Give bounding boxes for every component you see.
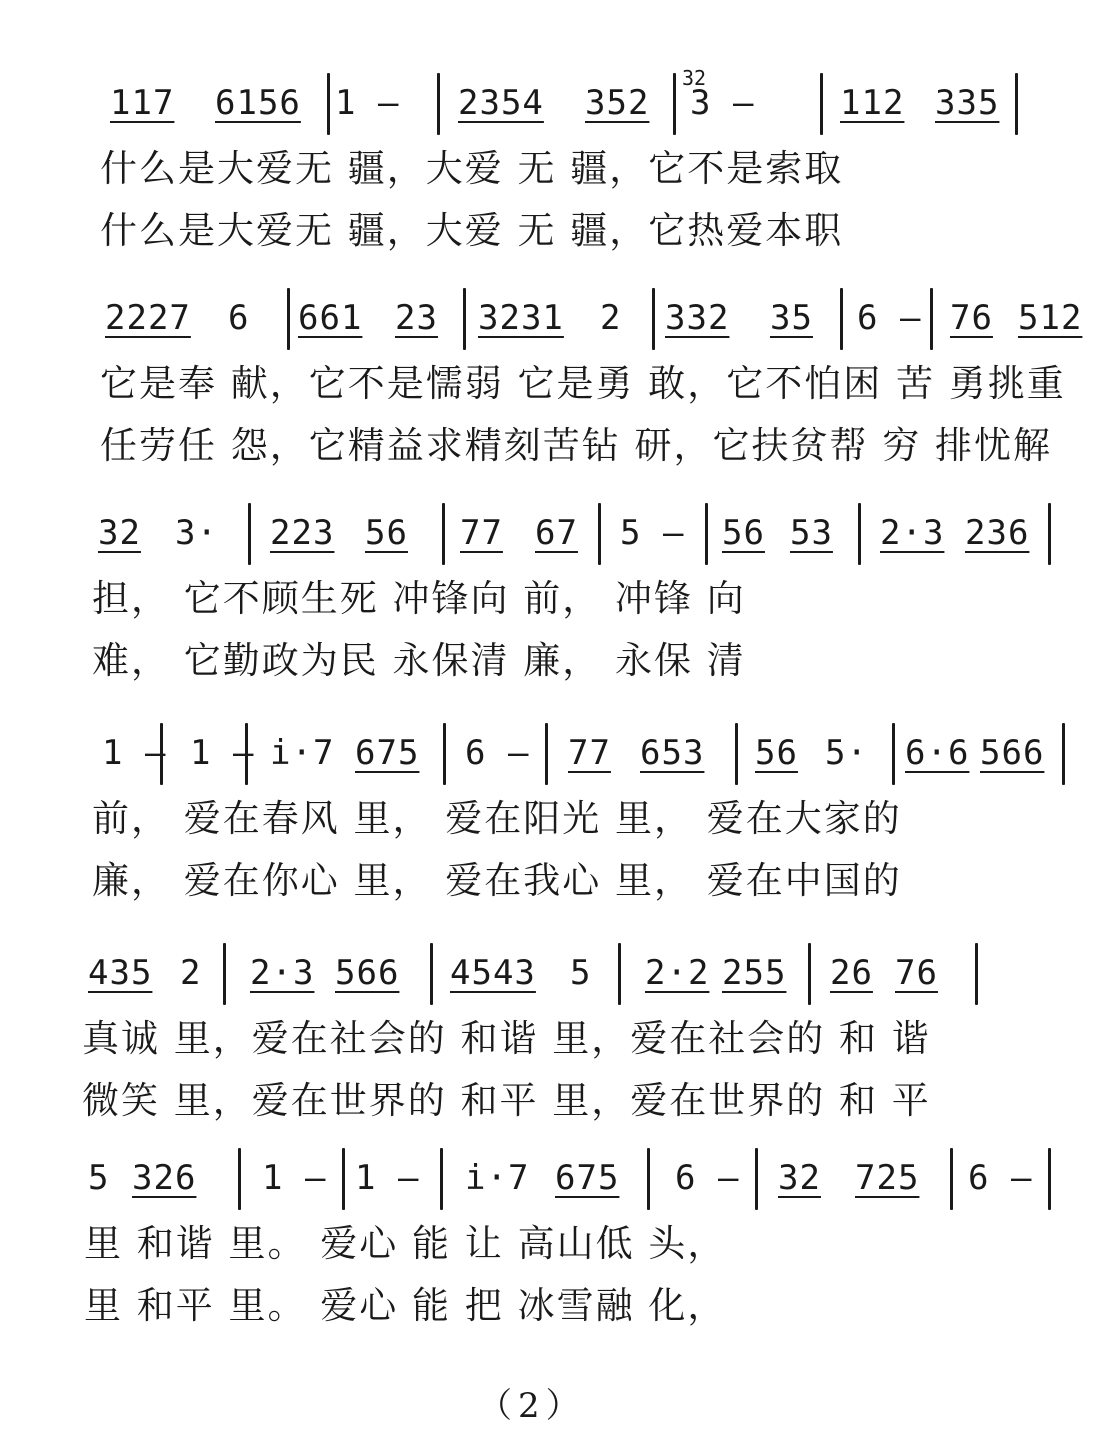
- note-group: i·7: [270, 733, 335, 773]
- score-system: [0, 290, 1119, 490]
- note-group: 2: [600, 298, 622, 338]
- note-group: 332: [665, 298, 730, 338]
- bar-line: [618, 943, 621, 1005]
- score-system: [0, 505, 1119, 705]
- bar-line: [545, 723, 548, 785]
- lyric-verse-2: 什么是大爱无 疆，大爱 无 疆，它热爱本职: [100, 209, 844, 252]
- bar-line: [673, 73, 676, 135]
- bar-line: [892, 723, 895, 785]
- bar-line: [440, 1148, 443, 1210]
- lyric-verse-1: 真诚 里，爱在社会的 和谐 里，爱在社会的 和 谐: [82, 1017, 931, 1060]
- page-number: （2）: [478, 1386, 586, 1426]
- note-group: 6: [228, 298, 250, 338]
- note-group: 653: [640, 733, 705, 773]
- lyric-verse-1: 担， 它不顾生死 冲锋向 前， 冲锋 向: [92, 577, 746, 620]
- note-group: 77: [460, 513, 503, 553]
- note-group: 56: [365, 513, 408, 553]
- bar-line: [950, 1148, 953, 1210]
- note-group: 3 —: [690, 83, 755, 123]
- bar-line: [443, 723, 446, 785]
- note-group: 566: [335, 953, 400, 993]
- note-group: 2·2: [645, 953, 710, 993]
- note-group: 117: [110, 83, 175, 123]
- lyric-verse-1: 里 和谐 里。 爱心 能 让 高山低 头，: [84, 1222, 727, 1265]
- bar-line: [808, 943, 811, 1005]
- note-group: 1 —: [262, 1158, 327, 1198]
- note-group: i·7: [465, 1158, 530, 1198]
- bar-line: [930, 288, 933, 350]
- note-group: 725: [855, 1158, 920, 1198]
- note-group: 512: [1018, 298, 1083, 338]
- bar-line: [598, 503, 601, 565]
- bar-line: [735, 723, 738, 785]
- note-group: 32: [98, 513, 141, 553]
- note-group: 35: [770, 298, 813, 338]
- note-group: 661: [298, 298, 363, 338]
- lyric-verse-1: 什么是大爱无 疆，大爱 无 疆，它不是索取: [100, 147, 844, 190]
- note-group: 5 —: [620, 513, 685, 553]
- note-group: 3231: [478, 298, 564, 338]
- note-group: 5·: [825, 733, 868, 773]
- bar-line: [1048, 503, 1051, 565]
- note-group: 2·3: [880, 513, 945, 553]
- note-group: 675: [555, 1158, 620, 1198]
- note-group: 2·3: [250, 953, 315, 993]
- note-group: 236: [965, 513, 1030, 553]
- note-group: 3·: [175, 513, 218, 553]
- bar-line: [705, 503, 708, 565]
- bar-line: [840, 288, 843, 350]
- lyric-verse-2: 难， 它勤政为民 永保清 廉， 永保 清: [92, 639, 746, 682]
- lyric-verse-2: 微笑 里，爱在世界的 和平 里，爱在世界的 和 平: [82, 1079, 931, 1122]
- bar-line: [975, 943, 978, 1005]
- note-group: 56: [755, 733, 798, 773]
- note-group: 1 —: [335, 83, 400, 123]
- bar-line: [820, 73, 823, 135]
- note-group: 4543: [450, 953, 536, 993]
- note-group: 675: [355, 733, 420, 773]
- note-group: 352: [585, 83, 650, 123]
- bar-line: [430, 943, 433, 1005]
- note-group: 326: [132, 1158, 197, 1198]
- note-group: 6 —: [465, 733, 530, 773]
- note-group: 112: [840, 83, 905, 123]
- lyric-verse-2: 任劳任 怨，它精益求精刻苦钻 研，它扶贫帮 穷 排忧解: [100, 424, 1053, 467]
- lyric-verse-1: 它是奉 献，它不是懦弱 它是勇 敢，它不怕困 苦 勇挑重: [100, 362, 1066, 405]
- lyric-verse-2: 廉， 爱在你心 里， 爱在我心 里， 爱在中国的: [92, 859, 902, 902]
- bar-line: [327, 73, 330, 135]
- bar-line: [238, 1148, 241, 1210]
- score-system: [0, 945, 1119, 1145]
- bar-line: [1015, 73, 1018, 135]
- bar-line: [755, 1148, 758, 1210]
- note-group: 67: [535, 513, 578, 553]
- note-group: 1 —: [102, 733, 167, 773]
- note-group: 2: [180, 953, 202, 993]
- bar-line: [248, 503, 251, 565]
- bar-line: [223, 943, 226, 1005]
- score-system: [0, 66, 1119, 275]
- bar-line: [437, 73, 440, 135]
- bar-line: [652, 288, 655, 350]
- bar-line: [858, 503, 861, 565]
- score-system: [0, 1150, 1119, 1350]
- note-group: 2354: [458, 83, 544, 123]
- note-group: 23: [395, 298, 438, 338]
- bar-line: [1062, 723, 1065, 785]
- note-group: 56: [722, 513, 765, 553]
- bar-line: [463, 288, 466, 350]
- note-group: 26: [830, 953, 873, 993]
- note-group: 5: [88, 1158, 110, 1198]
- note-group: 76: [895, 953, 938, 993]
- note-group: 6 —: [968, 1158, 1033, 1198]
- note-group: 32: [778, 1158, 821, 1198]
- note-group: 566: [980, 733, 1045, 773]
- note-group: 6 —: [857, 298, 922, 338]
- grace-notes: 32: [682, 66, 707, 90]
- lyric-verse-1: 前， 爱在春风 里， 爱在阳光 里， 爱在大家的: [92, 797, 902, 840]
- note-group: 223: [270, 513, 335, 553]
- note-group: 435: [88, 953, 153, 993]
- note-group: 77: [568, 733, 611, 773]
- bar-line: [342, 1148, 345, 1210]
- note-group: 6156: [215, 83, 301, 123]
- bar-line: [287, 288, 290, 350]
- note-group: 5: [570, 953, 592, 993]
- note-group: 1 —: [355, 1158, 420, 1198]
- score-system: [0, 725, 1119, 925]
- note-group: 6 —: [675, 1158, 740, 1198]
- note-group: 255: [722, 953, 787, 993]
- bar-line: [647, 1148, 650, 1210]
- lyric-verse-2: 里 和平 里。 爱心 能 把 冰雪融 化，: [84, 1284, 727, 1327]
- bar-line: [442, 503, 445, 565]
- note-group: 76: [950, 298, 993, 338]
- note-group: 335: [935, 83, 1000, 123]
- note-group: 1 —: [190, 733, 255, 773]
- note-group: 2227: [105, 298, 191, 338]
- bar-line: [1048, 1148, 1051, 1210]
- note-group: 53: [790, 513, 833, 553]
- note-group: 6·6: [905, 733, 970, 773]
